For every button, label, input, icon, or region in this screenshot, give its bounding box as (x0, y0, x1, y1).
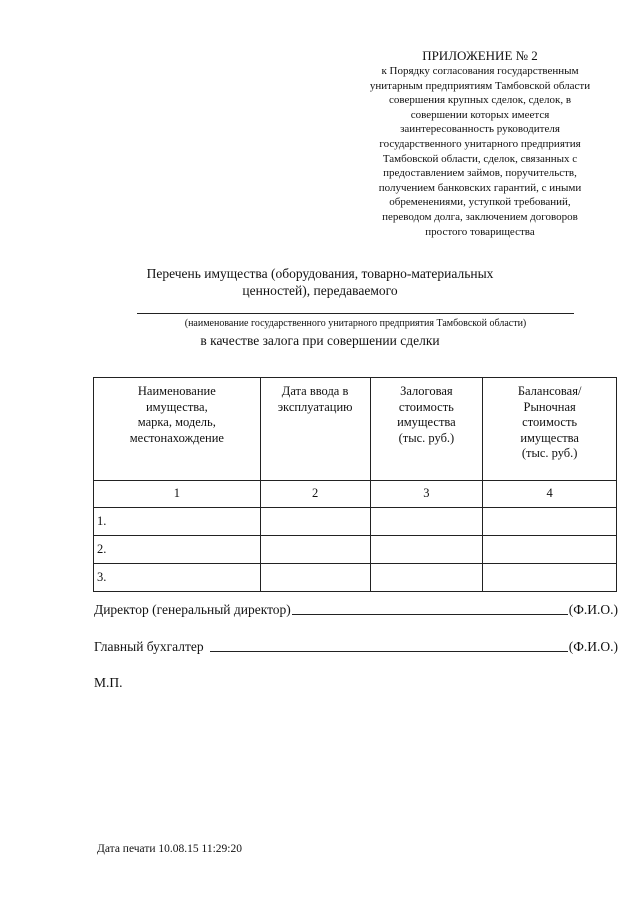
table-cell (370, 536, 483, 564)
header-text: местонахождение (129, 430, 224, 445)
header-text: марка, модель, (137, 415, 216, 429)
stamp-place: М.П. (94, 675, 123, 690)
appendix-title: ПРИЛОЖЕНИЕ № 2 (422, 48, 538, 63)
organization-caption: (наименование государственного унитарного предприятия Тамбовской области) (184, 318, 527, 329)
heading-line: Перечень имущества (оборудования, товарно-материальных (146, 266, 494, 281)
assets-table (93, 377, 617, 592)
organization-blank-line (137, 313, 574, 314)
appendix-line: совершения крупных сделок, сделок, в (388, 94, 572, 107)
director-fio: (Ф.И.О.) (568, 602, 618, 617)
column-number: 2 (260, 481, 370, 508)
header-text: имущества (520, 430, 579, 445)
table-cell (370, 564, 483, 592)
header-text: имущества (397, 415, 456, 429)
column-header-name (94, 378, 261, 481)
accountant-label: Главный бухгалтер (94, 639, 204, 654)
header-text: эксплуатацию (277, 399, 353, 414)
appendix-line: простого товарищества (425, 225, 535, 238)
column-header-balance-value (483, 378, 617, 481)
header-text: стоимость (398, 399, 454, 414)
appendix-line: заинтересованность руководителя (400, 123, 560, 136)
appendix-line: государственного унитарного предприятия (379, 137, 581, 150)
appendix-line: переводом долга, заключением договоров (382, 210, 578, 223)
table-cell (483, 564, 617, 592)
director-label: Директор (генеральный директор) (94, 602, 291, 617)
appendix-line: совершении которых имеется (410, 108, 550, 121)
column-header-date (260, 378, 370, 481)
row-number: 3. (94, 564, 261, 592)
row-number: 2. (94, 536, 261, 564)
column-header-pledge-value (370, 378, 483, 481)
header-text: Наименование (137, 384, 216, 398)
header-text: Рыночная (523, 399, 576, 414)
appendix-line: к Порядку согласования государственным (381, 65, 579, 77)
column-number: 4 (483, 481, 617, 508)
column-number-row (94, 481, 617, 508)
appendix-line: унитарным предприятиям Тамбовской области (369, 79, 591, 92)
table-cell (260, 564, 370, 592)
table-row (94, 536, 617, 564)
accountant-fio: (Ф.И.О.) (568, 639, 618, 654)
table-cell (260, 536, 370, 564)
table-cell (260, 508, 370, 536)
accountant-signature-line (94, 638, 618, 655)
signature-blank (210, 651, 568, 652)
heading-line: ценностей), передаваемого (242, 283, 398, 298)
header-text: Дата ввода в (281, 384, 349, 398)
table-cell (483, 508, 617, 536)
appendix-line: обременениями, уступкой требований, (389, 196, 571, 209)
table-row (94, 508, 617, 536)
document-heading (130, 265, 510, 299)
header-text: Залоговая (400, 384, 453, 398)
table-row (94, 564, 617, 592)
table-header-row (94, 378, 617, 481)
header-text: (тыс. руб.) (521, 446, 578, 460)
header-text: Балансовая/ (517, 384, 582, 398)
header-text: имущества, (145, 399, 208, 414)
signature-blank (292, 614, 568, 615)
table-cell (483, 536, 617, 564)
column-number: 1 (94, 481, 261, 508)
print-date: Дата печати 10.08.15 11:29:20 (97, 843, 243, 855)
row-number: 1. (94, 508, 261, 536)
appendix-line: предоставлением займов, поручительств, (383, 167, 577, 180)
director-signature-line (94, 601, 618, 618)
appendix-line: получением банковских гарантий, с иными (378, 181, 582, 194)
column-number: 3 (370, 481, 483, 508)
header-text: (тыс. руб.) (398, 430, 455, 445)
header-text: стоимость (522, 415, 578, 429)
appendix-line: Тамбовской области, сделок, связанных с (382, 152, 578, 165)
document-subheading: в качестве залога при совершении сделки (200, 333, 440, 348)
appendix-block (340, 48, 620, 239)
table-cell (370, 508, 483, 536)
